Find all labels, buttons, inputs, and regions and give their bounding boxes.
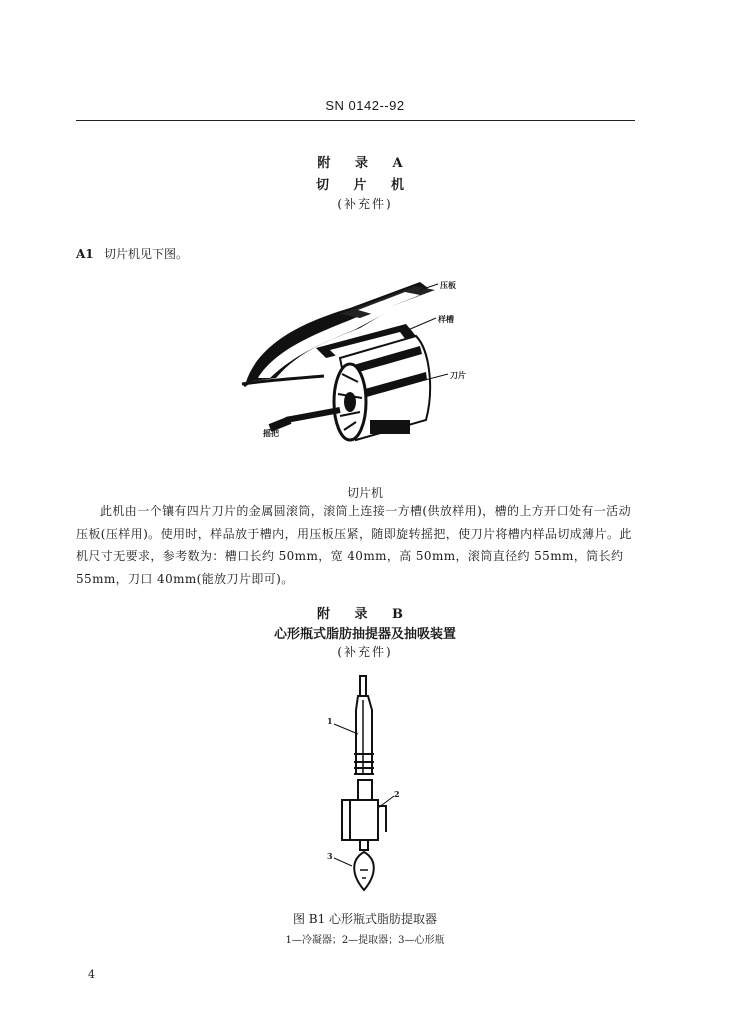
appendix-a-title: 附 录 A (317, 156, 413, 171)
label-pressure-plate: 压板 (440, 280, 456, 290)
appendix-a-note: (补充件) (337, 197, 393, 211)
crank-handle (270, 410, 340, 428)
extractor-caption: 图 B1 心形瓶式脂肪提取器 (292, 912, 438, 926)
slicer-figure (230, 270, 490, 450)
appendix-b-title: 附 录 B (316, 607, 414, 622)
appendix-a-name: 切 片 机 (315, 178, 415, 193)
item-text: 切片机见下图。 (104, 247, 189, 261)
label-blade: 刀片 (450, 370, 466, 380)
page-number: 4 (88, 968, 95, 981)
document-code: SN 0142--92 (325, 98, 405, 113)
header-rule (76, 120, 635, 121)
label-crank: 摇把 (263, 428, 279, 438)
extractor-figure (320, 670, 430, 900)
label-sample-tray: 样槽 (438, 314, 454, 324)
heart-flask (354, 852, 374, 890)
condenser (354, 676, 374, 774)
appendix-b-note: (补充件) (337, 645, 393, 659)
label-extractor: 2 (394, 789, 400, 799)
item-number: A1 (76, 247, 94, 261)
slicer-description (76, 500, 636, 590)
extractor-legend: 1—冷凝器；2—提取器；3—心形瓶 (285, 935, 445, 946)
slicer-description-text: 此机由一个镶有四片刀片的金属圆滚筒，滚筒上连接一方槽(供放样用)，槽的上方开口处有一活动压板(压样用)。使用时，样品放于槽内，用压板压紧，随即旋转摇把，使刀片将槽内样品切成薄片。此机尺寸无要求，参考数为：槽口长约 50mm，宽 40mm，高 50mm，滚筒直径约 55mm，筒长约 55mm，刀口 40mm(能放刀片即可)。 (76, 504, 632, 586)
appendix-b-name: 心形瓶式脂肪抽提器及抽吸装置 (273, 627, 456, 642)
label-condenser: 1 (327, 716, 333, 726)
slicer-caption: 切片机 (346, 486, 383, 500)
extractor-body (342, 780, 386, 850)
label-flask: 3 (327, 851, 333, 861)
